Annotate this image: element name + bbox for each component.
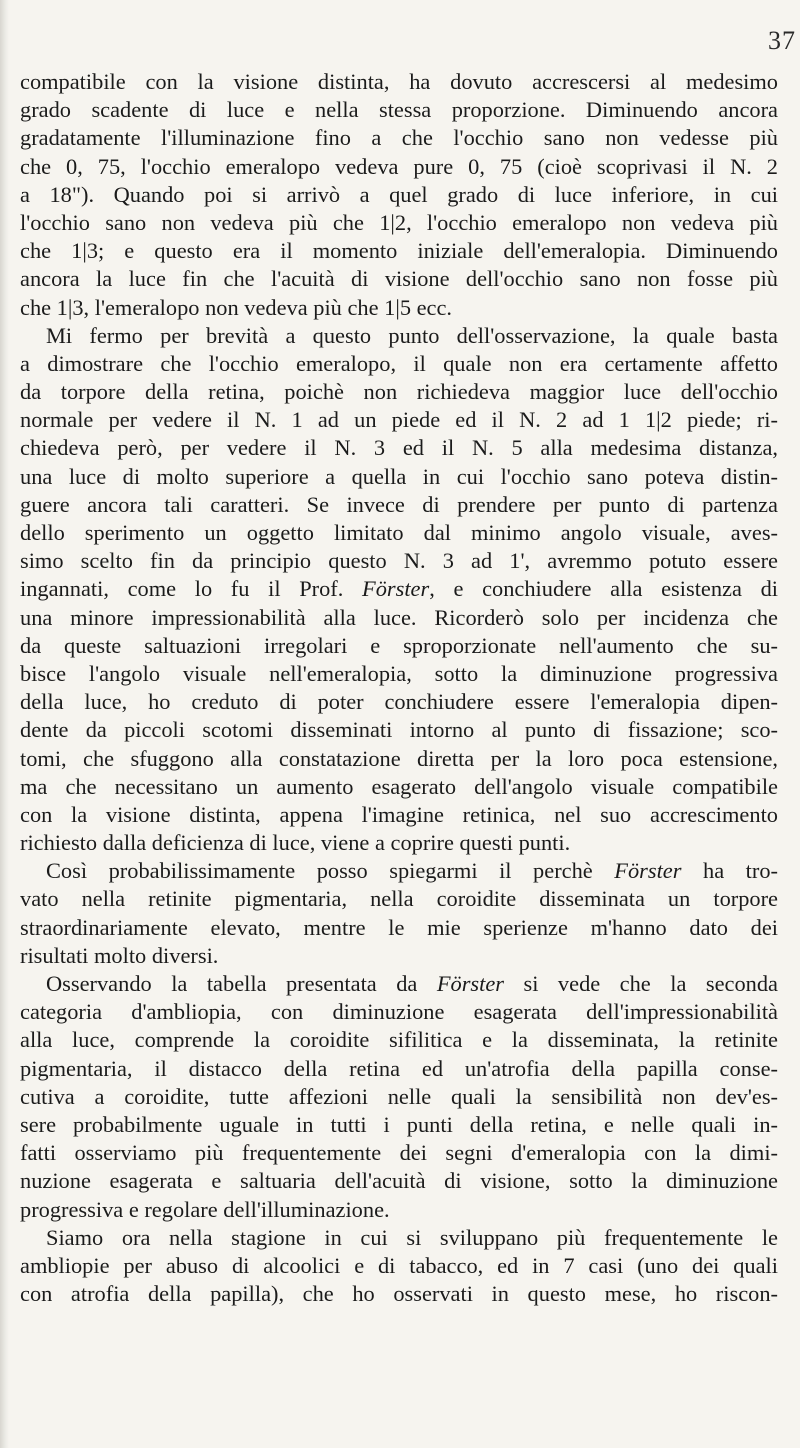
text-line: Così probabilissimamente posso spiegarmi il perchè Förster ha tro- — [46, 858, 778, 884]
text-line: ingannati, come lo fu il Prof. Förster, e conchiudere alla esistenza di — [20, 576, 778, 602]
text-line: bisce l'angolo visuale nell'emeralopia, sotto la diminuzione progressiva — [20, 660, 778, 686]
text-line: della luce, ho creduto di poter conchiudere essere l'emeralopia dipen- — [20, 689, 778, 715]
text-line: l'occhio sano non vedeva più che 1|2, l'occhio emeralopo non vedeva più — [20, 209, 778, 235]
text-line: ancora la luce fin che l'acuità di visione dell'occhio sano non fosse più — [20, 266, 778, 292]
text-line: Siamo ora nella stagione in cui si sviluppano più frequentemente le — [46, 1224, 778, 1250]
text-line: da torpore della retina, poichè non richiedeva maggior luce dell'occhio — [20, 379, 778, 405]
text-line: tomi, che sfuggono alla constatazione diretta per la loro poca estensione, — [20, 745, 778, 771]
text-line: una minore impressionabilità alla luce. Ricorderò solo per incidenza che — [20, 604, 778, 630]
text-line: pigmentaria, il distacco della retina ed un'atrofia della papilla conse- — [20, 1055, 778, 1081]
text-line: con la visione distinta, appena l'imagine retinica, nel suo accrescimento — [20, 801, 778, 827]
author-name-italic: Förster — [614, 858, 682, 884]
text-line: richiesto dalla deficienza di luce, viene a coprire questi punti. — [20, 830, 571, 856]
text-line: Osservando la tabella presentata da Förster si vede che la seconda — [46, 971, 778, 996]
text-line: dello sperimento un oggetto limitato dal minimo angolo visuale, aves- — [20, 520, 778, 545]
text-line: gradatamente l'illuminazione fino a che l'occhio sano non vedesse più — [20, 125, 778, 151]
text-line: che 1|3; e questo era il momento iniziale dell'emeralopia. Diminuendo — [20, 238, 778, 264]
text-line: risultati molto diversi. — [20, 942, 219, 968]
text-line: grado scadente di luce e nella stessa proporzione. Diminuendo ancora — [20, 97, 778, 123]
text-line: nuzione esagerata e saltuaria dell'acuità di visione, sotto la diminuzione — [20, 1168, 778, 1194]
text-line: vato nella retinite pigmentaria, nella coroidite disseminata un torpore — [20, 886, 778, 912]
author-name-italic: Förster — [362, 576, 430, 602]
text-line: sere probabilmente uguale in tutti i punti della retina, e nelle quali in- — [20, 1111, 778, 1137]
text-line: progressiva e regolare dell'illuminazione. — [20, 1196, 390, 1222]
text-line: cutiva a coroidite, tutte affezioni nelle quali la sensibilità non dev'es- — [20, 1083, 778, 1109]
text-line: a dimostrare che l'occhio emeralopo, il quale non era certamente affetto — [20, 350, 778, 376]
author-name-italic: Förster — [436, 971, 505, 996]
text-line: Mi fermo per brevità a questo punto dell'osservazione, la quale basta — [46, 322, 778, 348]
text-line: dente da piccoli scotomi disseminati intorno al punto di fissazione; sco- — [20, 717, 778, 743]
text-line: con atrofia della papilla), che ho osservati in questo mese, ho riscon- — [20, 1281, 778, 1307]
text-line: che 1|3, l'emeralopo non vedeva più che 1|5 ecc. — [20, 294, 453, 320]
text-line: compatibile con la visione distinta, ha dovuto accrescersi al medesimo — [20, 69, 778, 94]
text-line: simo scelto fin da principio questo N. 3 ad 1', avremmo potuto essere — [20, 548, 778, 574]
page-gutter-shadow — [0, 0, 9, 1448]
page-number: 37 — [768, 26, 796, 55]
text-line: normale per vedere il N. 1 ad un piede ed il N. 2 ad 1 1|2 piede; ri- — [20, 407, 778, 433]
text-line: categoria d'ambliopia, con diminuzione esagerata dell'impressionabilità — [20, 999, 778, 1025]
body-text — [20, 68, 778, 1308]
text-line: a 18"). Quando poi si arrivò a quel grado di luce inferiore, in cui — [20, 181, 778, 207]
text-line: ambliopie per abuso di alcoolici e di tabacco, ed in 7 casi (uno dei quali — [20, 1252, 778, 1278]
text-line: guere ancora tali caratteri. Se invece di prendere per punto di partenza — [20, 491, 778, 517]
text-line: chiedeva però, per vedere il N. 3 ed il N. 5 alla medesima distanza, — [20, 435, 778, 461]
text-line: fatti osserviamo più frequentemente dei segni d'emeralopia con la dimi- — [20, 1140, 778, 1166]
text-line: che 0, 75, l'occhio emeralopo vedeva pure 0, 75 (cioè scoprivasi il N. 2 — [20, 153, 778, 179]
text-line: straordinariamente elevato, mentre le mie sperienze m'hanno dato dei — [20, 914, 778, 940]
text-line: una luce di molto superiore a quella in cui l'occhio sano poteva distin- — [20, 463, 778, 489]
text-line: alla luce, comprende la coroidite sifilitica e la disseminata, la retinite — [20, 1027, 778, 1053]
text-line: da queste saltuazioni irregolari e sproporzionate nell'aumento che su- — [20, 632, 778, 658]
text-line: ma che necessitano un aumento esagerato dell'angolo visuale compatibile — [20, 773, 778, 799]
